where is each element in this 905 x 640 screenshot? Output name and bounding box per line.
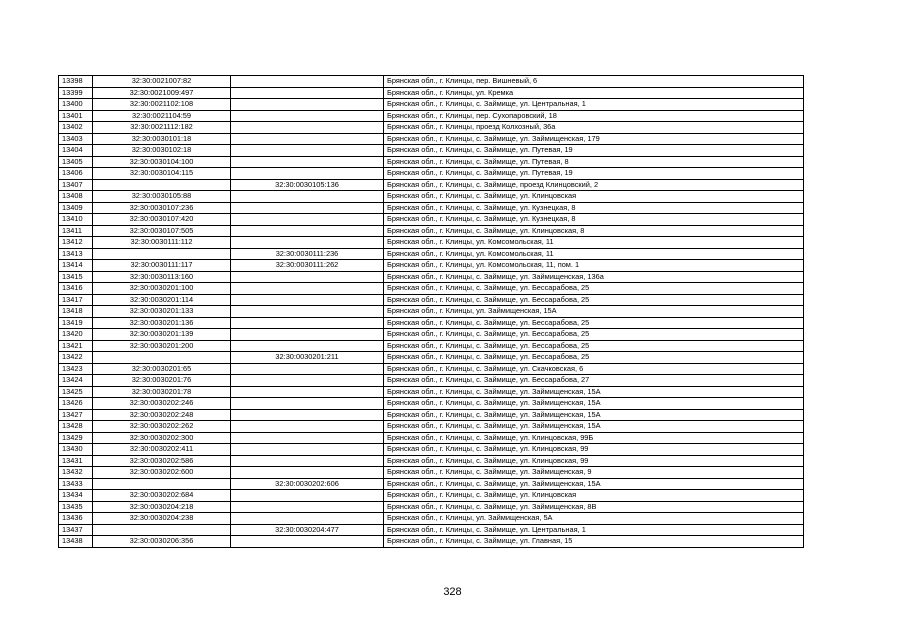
building-cadastral-number-cell: 32:30:0030202:606 [231,478,384,490]
address-cell: Брянская обл., г. Клинцы, с. Займище, ул. Бессарабова, 25 [384,340,804,352]
cadastral-number-cell: 32:30:0030201:114 [93,294,231,306]
building-cadastral-number-cell [231,409,384,421]
building-cadastral-number-cell [231,145,384,157]
cadastral-number-cell: 32:30:0021007:82 [93,76,231,88]
building-cadastral-number-cell [231,156,384,168]
cadastral-number-cell: 32:30:0030202:300 [93,432,231,444]
address-cell: Брянская обл., г. Клинцы, пер. Вишневый, 6 [384,76,804,88]
cadastral-number-cell: 32:30:0030204:238 [93,513,231,525]
address-cell: Брянская обл., г. Клинцы, с. Займище, ул. Займищенская, 15А [384,398,804,410]
row-number-cell: 13416 [59,283,93,295]
table-row [59,110,804,122]
address-cell: Брянская обл., г. Клинцы, пер. Сухопаровский, 18 [384,110,804,122]
building-cadastral-number-cell [231,444,384,456]
row-number-cell: 13436 [59,513,93,525]
building-cadastral-number-cell [231,99,384,111]
table-row [59,455,804,467]
table-row [59,191,804,203]
address-cell: Брянская обл., г. Клинцы, с. Займище, ул. Кузнецкая, 8 [384,202,804,214]
address-cell: Брянская обл., г. Клинцы, с. Займище, проезд Клинцовский, 2 [384,179,804,191]
table-row [59,168,804,180]
cadastral-number-cell: 32:30:0030202:262 [93,421,231,433]
cadastral-number-cell: 32:30:0030202:684 [93,490,231,502]
building-cadastral-number-cell [231,375,384,387]
building-cadastral-number-cell [231,455,384,467]
cadastral-number-cell: 32:30:0030101:18 [93,133,231,145]
table-row [59,386,804,398]
building-cadastral-number-cell [231,398,384,410]
table-row [59,122,804,134]
table-row [59,225,804,237]
table-row [59,490,804,502]
building-cadastral-number-cell [231,191,384,203]
cadastral-number-cell: 32:30:0030202:600 [93,467,231,479]
row-number-cell: 13402 [59,122,93,134]
building-cadastral-number-cell: 32:30:0030105:136 [231,179,384,191]
building-cadastral-number-cell [231,225,384,237]
row-number-cell: 13400 [59,99,93,111]
row-number-cell: 13398 [59,76,93,88]
table-row [59,294,804,306]
row-number-cell: 13421 [59,340,93,352]
address-cell: Брянская обл., г. Клинцы, с. Займище, ул. Бессарабова, 25 [384,329,804,341]
row-number-cell: 13425 [59,386,93,398]
address-cell: Брянская обл., г. Клинцы, с. Займище, ул. Бессарабова, 25 [384,317,804,329]
building-cadastral-number-cell [231,133,384,145]
cadastral-number-cell: 32:30:0030104:115 [93,168,231,180]
row-number-cell: 13427 [59,409,93,421]
row-number-cell: 13407 [59,179,93,191]
cadastral-number-cell: 32:30:0030202:411 [93,444,231,456]
table-row [59,76,804,88]
address-cell: Брянская обл., г. Клинцы, с. Займище, ул. Бессарабова, 27 [384,375,804,387]
address-cell: Брянская обл., г. Клинцы, с. Займище, ул. Скачковская, 6 [384,363,804,375]
cadastral-number-cell: 32:30:0030201:200 [93,340,231,352]
address-cell: Брянская обл., г. Клинцы, с. Займище, ул. Бессарабова, 25 [384,283,804,295]
address-cell: Брянская обл., г. Клинцы, с. Займище, ул. Клинцовская, 8 [384,225,804,237]
table-row [59,248,804,260]
building-cadastral-number-cell [231,306,384,318]
cadastral-number-cell: 32:30:0030107:505 [93,225,231,237]
property-registry-table [58,75,804,548]
table-row [59,409,804,421]
table-row [59,467,804,479]
cadastral-number-cell: 32:30:0030107:420 [93,214,231,226]
address-cell: Брянская обл., г. Клинцы, с. Займище, ул. Кузнецкая, 8 [384,214,804,226]
row-number-cell: 13420 [59,329,93,341]
address-cell: Брянская обл., г. Клинцы, с. Займище, ул. Клинцовская, 99Б [384,432,804,444]
cadastral-number-cell: 32:30:0030201:76 [93,375,231,387]
building-cadastral-number-cell [231,214,384,226]
address-cell: Брянская обл., г. Клинцы, с. Займище, ул. Займищенская, 179 [384,133,804,145]
building-cadastral-number-cell [231,122,384,134]
address-cell: Брянская обл., г. Клинцы, с. Займище, ул. Займищенская, 15А [384,478,804,490]
address-cell: Брянская обл., г. Клинцы, с. Займище, ул. Займищенская, 8В [384,501,804,513]
building-cadastral-number-cell [231,294,384,306]
row-number-cell: 13411 [59,225,93,237]
address-cell: Брянская обл., г. Клинцы, с. Займище, ул. Займищенская, 9 [384,467,804,479]
address-cell: Брянская обл., г. Клинцы, ул. Комсомольская, 11, пом. 1 [384,260,804,272]
cadastral-number-cell: 32:30:0030104:100 [93,156,231,168]
cadastral-number-cell: 32:30:0030201:78 [93,386,231,398]
cadastral-number-cell: 32:30:0030206:356 [93,536,231,548]
address-cell: Брянская обл., г. Клинцы, ул. Комсомольская, 11 [384,237,804,249]
row-number-cell: 13401 [59,110,93,122]
table-row [59,478,804,490]
address-cell: Брянская обл., г. Клинцы, с. Займище, ул. Клинцовская, 99 [384,444,804,456]
table-row [59,421,804,433]
row-number-cell: 13399 [59,87,93,99]
address-cell: Брянская обл., г. Клинцы, ул. Комсомольская, 11 [384,248,804,260]
address-cell: Брянская обл., г. Клинцы, с. Займище, ул. Центральная, 1 [384,524,804,536]
address-cell: Брянская обл., г. Клинцы, с. Займище, ул. Клинцовская, 99 [384,455,804,467]
row-number-cell: 13413 [59,248,93,260]
table-row [59,513,804,525]
building-cadastral-number-cell [231,271,384,283]
building-cadastral-number-cell [231,110,384,122]
building-cadastral-number-cell [231,490,384,502]
building-cadastral-number-cell: 32:30:0030111:262 [231,260,384,272]
table-row [59,202,804,214]
row-number-cell: 13435 [59,501,93,513]
building-cadastral-number-cell [231,467,384,479]
row-number-cell: 13434 [59,490,93,502]
cadastral-number-cell: 32:30:0030202:246 [93,398,231,410]
table-row [59,214,804,226]
cadastral-number-cell: 32:30:0021112:182 [93,122,231,134]
building-cadastral-number-cell [231,283,384,295]
table-row [59,145,804,157]
row-number-cell: 13418 [59,306,93,318]
building-cadastral-number-cell [231,386,384,398]
cadastral-number-cell [93,179,231,191]
address-cell: Брянская обл., г. Клинцы, ул. Кремка [384,87,804,99]
row-number-cell: 13424 [59,375,93,387]
row-number-cell: 13431 [59,455,93,467]
cadastral-number-cell: 32:30:0030105:88 [93,191,231,203]
row-number-cell: 13429 [59,432,93,444]
address-cell: Брянская обл., г. Клинцы, с. Займище, ул. Клинцовская [384,191,804,203]
building-cadastral-number-cell [231,363,384,375]
table-row [59,352,804,364]
cadastral-number-cell: 32:30:0021102:108 [93,99,231,111]
cadastral-number-cell [93,352,231,364]
cadastral-number-cell: 32:30:0030113:160 [93,271,231,283]
row-number-cell: 13412 [59,237,93,249]
cadastral-number-cell: 32:30:0030201:133 [93,306,231,318]
table-row [59,501,804,513]
row-number-cell: 13405 [59,156,93,168]
table-row [59,317,804,329]
row-number-cell: 13403 [59,133,93,145]
page-number: 328 [443,586,462,598]
row-number-cell: 13408 [59,191,93,203]
row-number-cell: 13414 [59,260,93,272]
row-number-cell: 13419 [59,317,93,329]
address-cell: Брянская обл., г. Клинцы, с. Займище, ул. Клинцовская [384,490,804,502]
table-row [59,156,804,168]
row-number-cell: 13409 [59,202,93,214]
row-number-cell: 13404 [59,145,93,157]
row-number-cell: 13426 [59,398,93,410]
row-number-cell: 13437 [59,524,93,536]
table-row [59,536,804,548]
row-number-cell: 13438 [59,536,93,548]
table-row [59,271,804,283]
row-number-cell: 13430 [59,444,93,456]
cadastral-number-cell [93,524,231,536]
cadastral-number-cell: 32:30:0030107:236 [93,202,231,214]
row-number-cell: 13415 [59,271,93,283]
cadastral-number-cell: 32:30:0030201:65 [93,363,231,375]
table-row [59,133,804,145]
building-cadastral-number-cell [231,168,384,180]
cadastral-number-cell: 32:30:0021104:59 [93,110,231,122]
table-row [59,363,804,375]
cadastral-number-cell: 32:30:0030201:139 [93,329,231,341]
address-cell: Брянская обл., г. Клинцы, с. Займище, ул. Бессарабова, 25 [384,294,804,306]
table-row [59,306,804,318]
address-cell: Брянская обл., г. Клинцы, с. Займище, ул. Бессарабова, 25 [384,352,804,364]
table-row [59,524,804,536]
row-number-cell: 13423 [59,363,93,375]
row-number-cell: 13428 [59,421,93,433]
address-cell: Брянская обл., г. Клинцы, с. Займище, ул. Займищенская, 15А [384,386,804,398]
table-row [59,375,804,387]
table-row [59,444,804,456]
row-number-cell: 13433 [59,478,93,490]
table-row [59,99,804,111]
table-row [59,237,804,249]
cadastral-number-cell: 32:30:0030202:248 [93,409,231,421]
table-row [59,283,804,295]
table-row [59,340,804,352]
building-cadastral-number-cell [231,76,384,88]
cadastral-number-cell: 32:30:0030111:117 [93,260,231,272]
row-number-cell: 13417 [59,294,93,306]
building-cadastral-number-cell: 32:30:0030204:477 [231,524,384,536]
address-cell: Брянская обл., г. Клинцы, проезд Колхозный, 36а [384,122,804,134]
table-row [59,329,804,341]
table-row [59,432,804,444]
address-cell: Брянская обл., г. Клинцы, ул. Займищенская, 5А [384,513,804,525]
building-cadastral-number-cell [231,340,384,352]
address-cell: Брянская обл., г. Клинцы, с. Займище, ул. Путевая, 19 [384,145,804,157]
building-cadastral-number-cell [231,432,384,444]
table-row [59,87,804,99]
cadastral-number-cell: 32:30:0030202:586 [93,455,231,467]
building-cadastral-number-cell [231,237,384,249]
cadastral-number-cell: 32:30:0021009:497 [93,87,231,99]
row-number-cell: 13432 [59,467,93,479]
row-number-cell: 13410 [59,214,93,226]
address-cell: Брянская обл., г. Клинцы, с. Займище, ул. Главная, 15 [384,536,804,548]
building-cadastral-number-cell: 32:30:0030111:236 [231,248,384,260]
cadastral-number-cell: 32:30:0030102:18 [93,145,231,157]
building-cadastral-number-cell: 32:30:0030201:211 [231,352,384,364]
cadastral-number-cell: 32:30:0030204:218 [93,501,231,513]
building-cadastral-number-cell [231,317,384,329]
table-row [59,260,804,272]
address-cell: Брянская обл., г. Клинцы, с. Займище, ул. Займищенская, 15А [384,421,804,433]
address-cell: Брянская обл., г. Клинцы, с. Займище, ул. Займищенская, 136а [384,271,804,283]
cadastral-number-cell: 32:30:0030111:112 [93,237,231,249]
building-cadastral-number-cell [231,536,384,548]
cadastral-number-cell [93,248,231,260]
cadastral-number-cell: 32:30:0030201:100 [93,283,231,295]
address-cell: Брянская обл., г. Клинцы, с. Займище, ул. Центральная, 1 [384,99,804,111]
building-cadastral-number-cell [231,513,384,525]
table-row [59,179,804,191]
building-cadastral-number-cell [231,202,384,214]
building-cadastral-number-cell [231,87,384,99]
row-number-cell: 13406 [59,168,93,180]
table-row [59,398,804,410]
registry-table-body [59,76,804,548]
cadastral-number-cell [93,478,231,490]
cadastral-number-cell: 32:30:0030201:136 [93,317,231,329]
building-cadastral-number-cell [231,329,384,341]
address-cell: Брянская обл., г. Клинцы, с. Займище, ул. Займищенская, 15А [384,409,804,421]
building-cadastral-number-cell [231,421,384,433]
building-cadastral-number-cell [231,501,384,513]
address-cell: Брянская обл., г. Клинцы, с. Займище, ул. Путевая, 19 [384,168,804,180]
address-cell: Брянская обл., г. Клинцы, с. Займище, ул. Путевая, 8 [384,156,804,168]
address-cell: Брянская обл., г. Клинцы, ул. Займищенская, 15А [384,306,804,318]
row-number-cell: 13422 [59,352,93,364]
